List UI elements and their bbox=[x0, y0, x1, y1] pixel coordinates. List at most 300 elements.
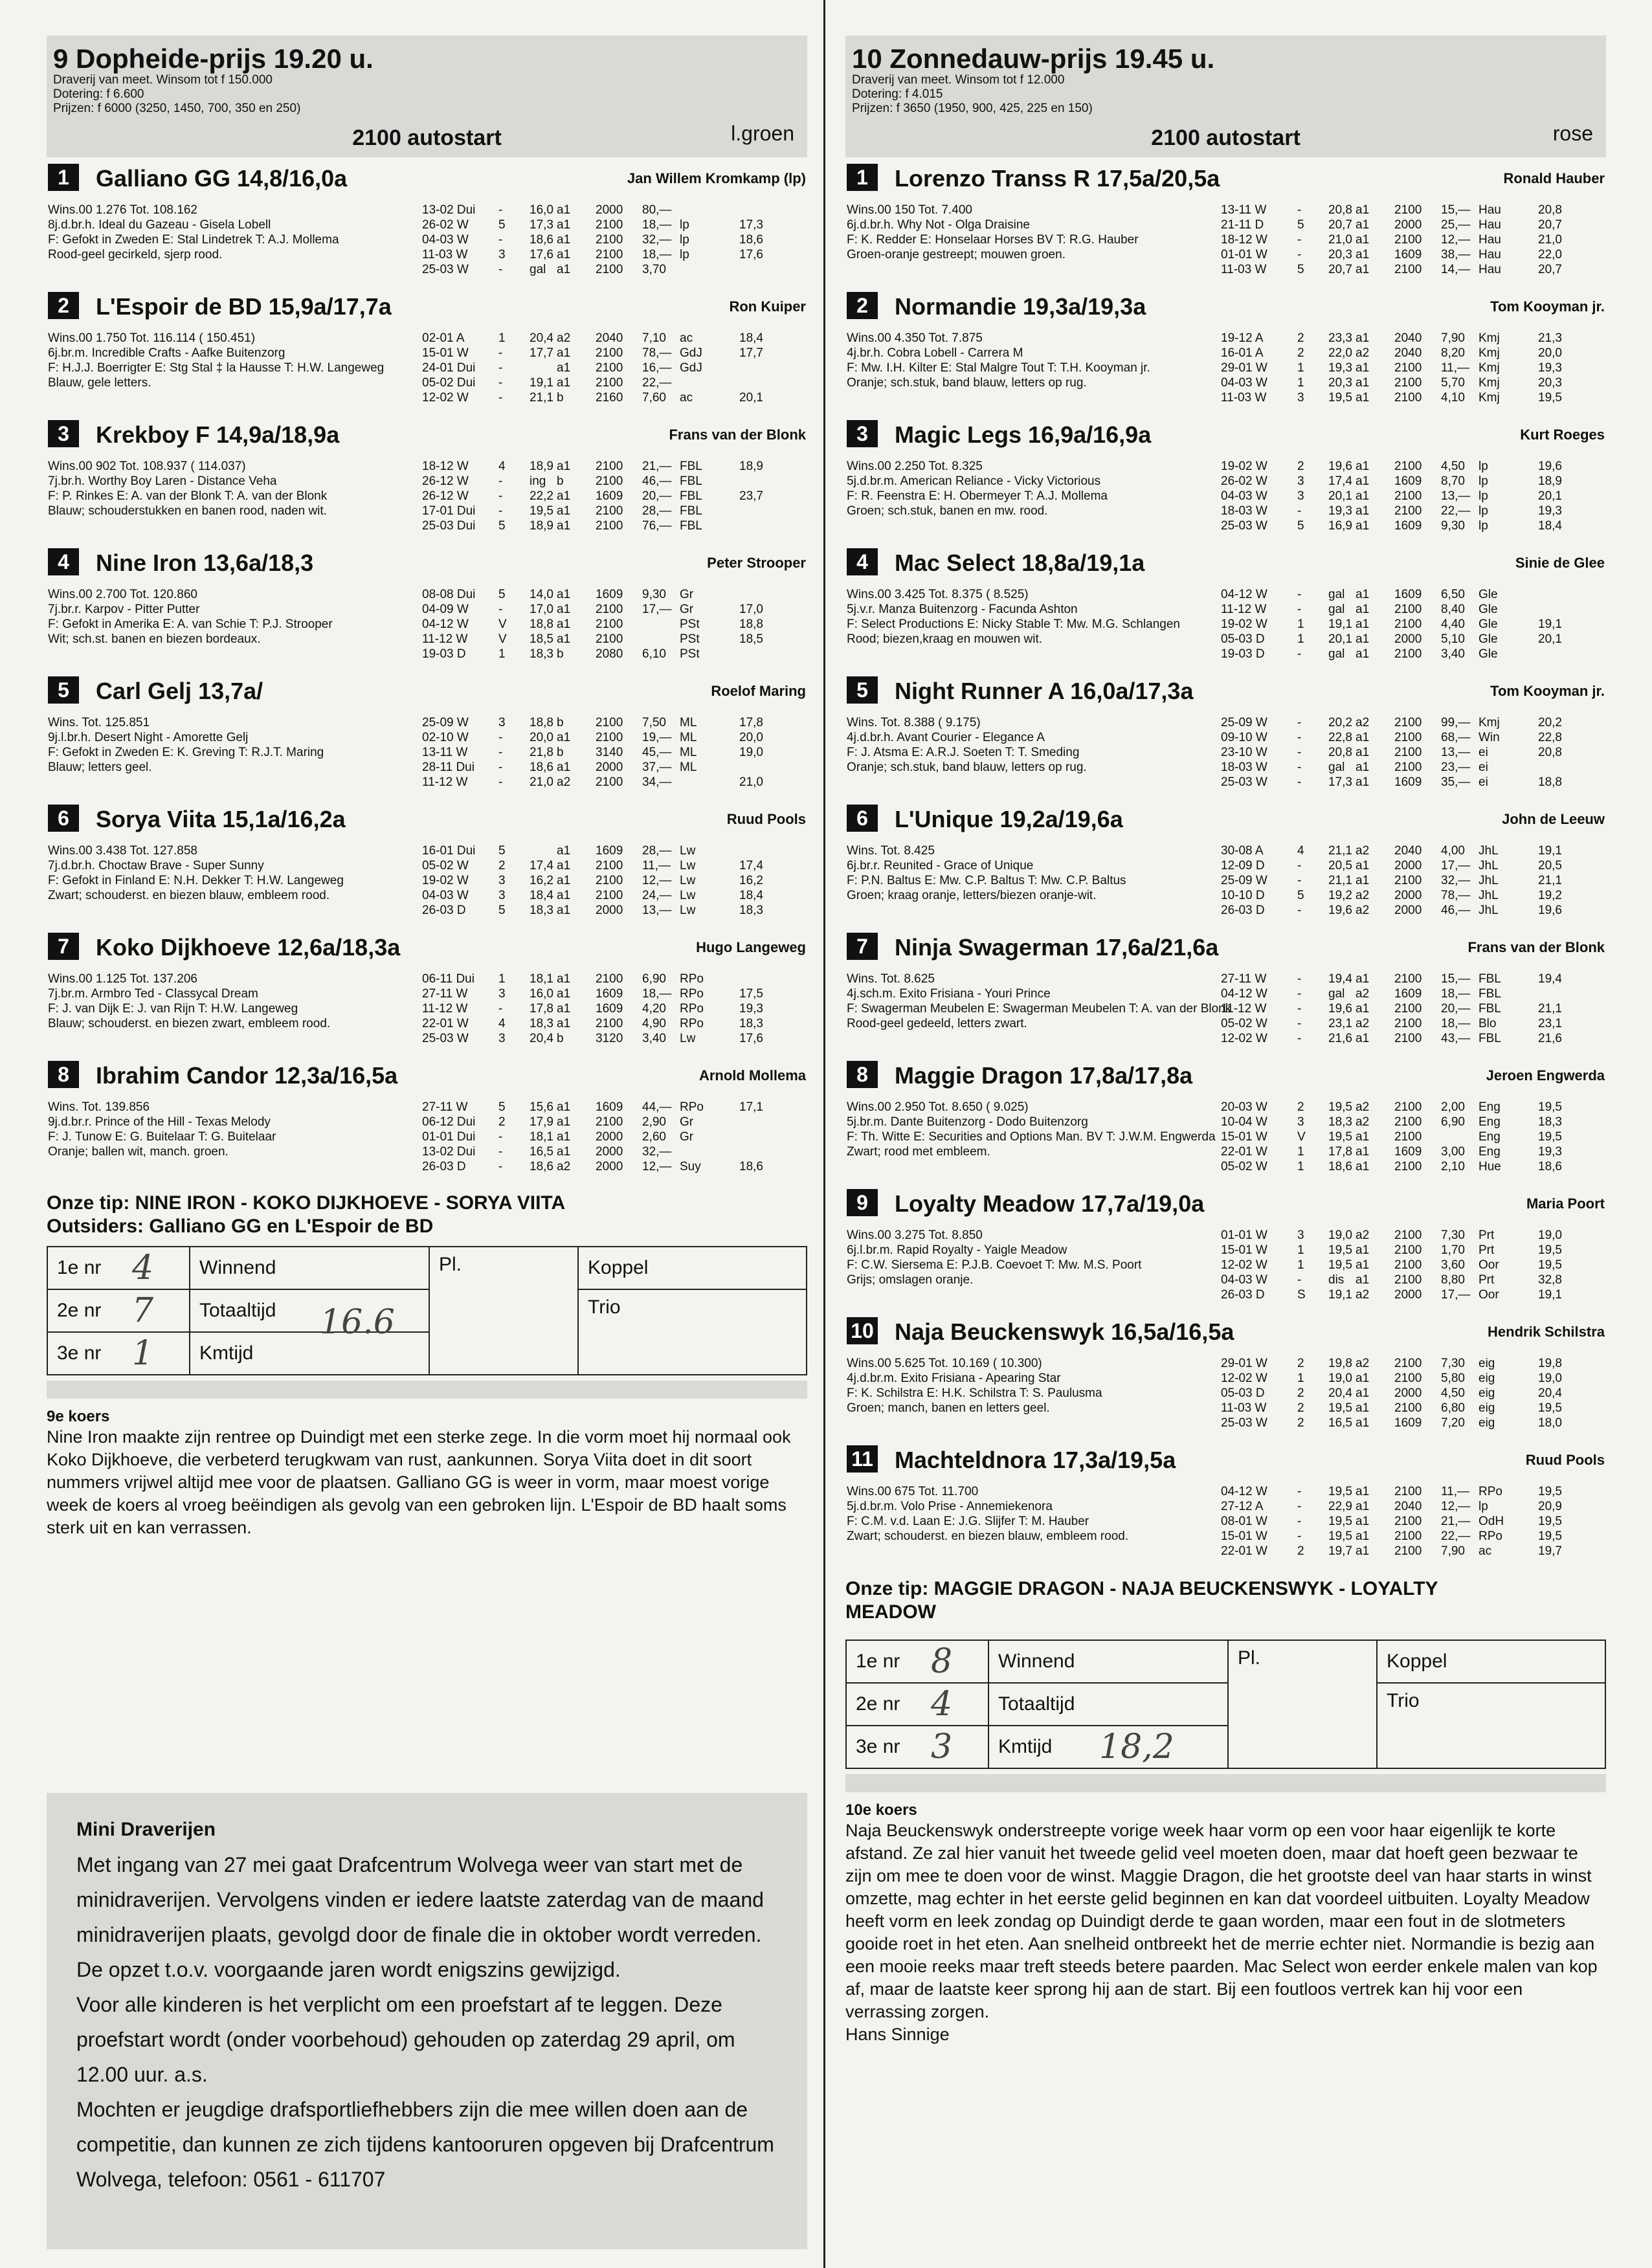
result-cell: 19,7 bbox=[1328, 1544, 1352, 1558]
result-cell: b bbox=[557, 647, 564, 661]
result-cell: 26-03 D bbox=[422, 1160, 466, 1173]
result-cell: 4 bbox=[498, 460, 506, 473]
result-cell: 2100 bbox=[1394, 1515, 1422, 1528]
result-cell: a2 bbox=[557, 1160, 571, 1173]
result-cell: Eng bbox=[1479, 1130, 1501, 1144]
result-cell: - bbox=[498, 1002, 503, 1016]
outsiders: Outsiders: Galliano GG en L'Espoir de BD bbox=[47, 1216, 434, 1237]
result-cell: b bbox=[557, 1032, 564, 1045]
result-row bbox=[1221, 217, 1606, 232]
result-cell: 19,5 bbox=[530, 504, 553, 518]
result-cell: - bbox=[1297, 1485, 1302, 1498]
result-cell: 25,— bbox=[1441, 218, 1471, 232]
result-cell: 17,— bbox=[1441, 859, 1471, 873]
result-cell: 04-03 W bbox=[422, 233, 469, 247]
result-cell: 04-12 W bbox=[1221, 1485, 1267, 1498]
result-cell: 2 bbox=[1297, 1386, 1304, 1400]
trio-label: Trio bbox=[588, 1296, 621, 1318]
result-cell: a1 bbox=[1356, 489, 1370, 503]
race-conditions: Draverij van meet. Winsom tot f 150.000 bbox=[53, 73, 273, 87]
result-cell: Blo bbox=[1479, 1017, 1497, 1030]
result-cell: - bbox=[498, 504, 503, 518]
result-cell: 19,7 bbox=[1538, 1544, 1562, 1558]
result-cell: a1 bbox=[557, 874, 571, 887]
result-cell: gal bbox=[1328, 761, 1345, 774]
result-cell: 20,1 bbox=[1538, 489, 1562, 503]
result-cell: 18,3 bbox=[1328, 1115, 1352, 1129]
results-table bbox=[422, 587, 807, 662]
result-cell: 26-03 D bbox=[1221, 1288, 1265, 1302]
result-cell: ML bbox=[680, 746, 697, 759]
result-cell: 25-09 W bbox=[422, 716, 469, 729]
result-row bbox=[422, 232, 807, 247]
result-cell: - bbox=[498, 1130, 503, 1144]
result-cell: 1609 bbox=[1394, 775, 1422, 789]
result-cell: 22,8 bbox=[1538, 731, 1562, 744]
horse-number: 11 bbox=[847, 1445, 878, 1473]
result-cell: - bbox=[1297, 233, 1302, 247]
result-row bbox=[1221, 1416, 1606, 1430]
result-cell: 20,8 bbox=[1538, 746, 1562, 759]
result-cell: 22,8 bbox=[1328, 731, 1352, 744]
result-cell: Lw bbox=[680, 874, 696, 887]
horse-driver: Kurt Roeges bbox=[1520, 427, 1605, 443]
result-cell: Oor bbox=[1479, 1258, 1499, 1272]
result-cell: 05-02 W bbox=[422, 859, 469, 873]
horse-entry bbox=[47, 805, 807, 926]
result-cell: 29-01 W bbox=[1221, 1357, 1267, 1370]
result-row bbox=[1221, 986, 1606, 1001]
result-cell: 19,5 bbox=[1538, 1485, 1562, 1498]
handwritten-second: 7 bbox=[132, 1291, 154, 1330]
horse-name: L'Unique 19,2a/19,6a bbox=[895, 806, 1123, 832]
horse-number: 4 bbox=[48, 548, 79, 575]
result-cell: 19,8 bbox=[1328, 1357, 1352, 1370]
result-cell: S bbox=[1297, 1288, 1306, 1302]
result-cell: 19,5 bbox=[1328, 1258, 1352, 1272]
horse-number: 3 bbox=[847, 420, 878, 447]
result-cell: - bbox=[1297, 248, 1302, 261]
result-cell: - bbox=[498, 233, 503, 247]
result-cell: 2100 bbox=[1394, 1160, 1422, 1173]
result-row bbox=[422, 1001, 807, 1016]
result-cell: a2 bbox=[1356, 346, 1370, 360]
horse-info-line: Wins.00 3.438 Tot. 127.858 bbox=[48, 844, 197, 858]
result-cell: 2 bbox=[1297, 1416, 1304, 1430]
horse-info-line: F: Th. Witte E: Securities and Options Man. BV T: J.W.M. Engwerda bbox=[847, 1130, 1216, 1144]
result-cell: 8,20 bbox=[1441, 346, 1465, 360]
result-cell: 11,— bbox=[1441, 361, 1470, 375]
result-cell: 21,0 bbox=[739, 775, 763, 789]
result-cell: 04-03 W bbox=[422, 889, 469, 902]
result-cell: FBL bbox=[680, 504, 702, 518]
result-cell: 26-03 D bbox=[422, 904, 466, 917]
horse-info-line: 9j.l.br.h. Desert Night - Amorette Gelj bbox=[48, 731, 249, 744]
result-cell: 10-10 D bbox=[1221, 889, 1265, 902]
result-cell: 1 bbox=[498, 331, 506, 345]
result-cell: 20,7 bbox=[1328, 263, 1352, 276]
result-cell: 11,— bbox=[1441, 1485, 1470, 1498]
result-cell: JhL bbox=[1479, 904, 1499, 917]
result-row bbox=[1221, 1499, 1606, 1514]
result-cell: 24-01 Dui bbox=[422, 361, 476, 375]
horse-driver: Maria Poort bbox=[1526, 1195, 1605, 1212]
result-cell: - bbox=[1297, 1500, 1302, 1513]
result-row bbox=[422, 489, 807, 504]
result-cell: 05-02 W bbox=[1221, 1017, 1267, 1030]
result-cell: 20,— bbox=[642, 489, 672, 503]
result-cell: 28,— bbox=[642, 844, 672, 858]
result-cell: 17,0 bbox=[530, 603, 553, 616]
result-cell: 5,80 bbox=[1441, 1372, 1465, 1385]
horse-info bbox=[847, 203, 1245, 262]
result-row bbox=[422, 972, 807, 986]
result-cell: ac bbox=[680, 391, 693, 405]
result-cell: 4,50 bbox=[1441, 1386, 1465, 1400]
result-cell: a1 bbox=[557, 972, 571, 986]
results-table bbox=[1221, 972, 1606, 1046]
result-row bbox=[422, 1129, 807, 1144]
result-cell: a1 bbox=[557, 233, 571, 247]
result-cell: a1 bbox=[1356, 1416, 1370, 1430]
result-cell: 11-03 W bbox=[1221, 1401, 1267, 1415]
result-cell: 18,5 bbox=[530, 632, 553, 646]
result-cell: OdH bbox=[1479, 1515, 1504, 1528]
result-cell: 80,— bbox=[642, 203, 672, 217]
results-table bbox=[1221, 843, 1606, 918]
horse-info-line: Rood; biezen,kraag en mouwen wit. bbox=[847, 632, 1043, 646]
result-cell: 2100 bbox=[1394, 504, 1422, 518]
result-cell: 23,1 bbox=[1538, 1017, 1562, 1030]
result-cell: 16,9 bbox=[1328, 519, 1352, 533]
result-cell: 15-01 W bbox=[422, 346, 469, 360]
result-cell: 4,90 bbox=[642, 1017, 666, 1030]
horse-driver: Roelof Maring bbox=[711, 683, 806, 699]
result-cell: 4,20 bbox=[642, 1002, 666, 1016]
result-cell: 7,20 bbox=[1441, 1416, 1465, 1430]
mini-paragraph-1: Met ingang van 27 mei gaat Drafcentrum Wolvega weer van start met de minidraverijen. Vervolgens vinden er iedere laatste zaterdag van de maand minidraverijen plaats, gevolgd door de finale die in oktober wordt verreden. De opzet t.o.v. voorgaande jaren wordt enigszins gewijzigd. bbox=[76, 1853, 764, 1981]
result-cell: 08-08 Dui bbox=[422, 588, 476, 601]
kmtijd-label: Kmtijd bbox=[998, 1736, 1053, 1757]
result-cell: a1 bbox=[1356, 248, 1370, 261]
result-cell: 32,— bbox=[642, 233, 672, 247]
horse-entry bbox=[845, 548, 1606, 670]
horse-entry bbox=[47, 420, 807, 542]
result-cell: 2100 bbox=[1394, 647, 1422, 661]
result-cell: 25-03 W bbox=[422, 263, 469, 276]
result-cell: 4,10 bbox=[1441, 391, 1465, 405]
result-cell: 7,50 bbox=[642, 716, 666, 729]
result-row bbox=[422, 745, 807, 760]
result-cell: Gr bbox=[680, 603, 694, 616]
horse-info-line: Wins.00 5.625 Tot. 10.169 ( 10.300) bbox=[847, 1357, 1042, 1370]
result-cell: 27-11 W bbox=[422, 1100, 468, 1114]
result-cell: Hau bbox=[1479, 263, 1501, 276]
result-cell: FBL bbox=[680, 460, 702, 473]
results-table bbox=[422, 715, 807, 790]
horse-name: Loyalty Meadow 17,7a/19,0a bbox=[895, 1190, 1205, 1217]
result-cell: 3,40 bbox=[642, 1032, 666, 1045]
preview-text: Naja Beuckenswyk onderstreepte vorige week haar vorm op een voor haar eigenlijk te korte afstand. Ze zal hier vanuit het tweede gelid veel moeten doen, maar dat hoeft geen bezwaar te zijn om mee te doen voor de winst. Maggie Dragon, die het grootste deel van haar starts in winst omzette, mag echter in het eerste gelid beginnen en kan dat voordeel uitbuiten. Loyalty Meadow heeft vorm en leek zondag op Duindigt derde te gaan worden, maar een fout in de slotmeters gooide roet in het eten. Aan snelheid ontbreekt het de merrie echter niet. Normandie is bezig aan een mooie reeks maar treft steeds betere paarden. Mac Select won eerder enkele malen van kop af, maar de laatste keer sprong hij aan de start. Bij een foutloos vertrek kan hij voor een verrassing zorgen. bbox=[845, 1821, 1598, 2021]
horse-info bbox=[48, 203, 446, 262]
result-cell: 22,— bbox=[1441, 504, 1471, 518]
result-cell: 5 bbox=[498, 1100, 506, 1114]
result-cell: 11-03 W bbox=[422, 248, 468, 261]
result-cell: 3 bbox=[1297, 489, 1304, 503]
result-cell: 05-02 W bbox=[1221, 1160, 1267, 1173]
result-cell: 3 bbox=[1297, 391, 1304, 405]
result-cell: 17,— bbox=[642, 603, 672, 616]
result-cell: - bbox=[498, 361, 503, 375]
horse-info-line: Zwart; rood met embleem. bbox=[847, 1145, 990, 1159]
results-table bbox=[422, 843, 807, 918]
result-cell: 20,9 bbox=[1538, 1500, 1562, 1513]
result-row bbox=[422, 1115, 807, 1129]
horse-header bbox=[47, 676, 807, 705]
result-cell: RPo bbox=[680, 987, 704, 1001]
result-cell: lp bbox=[1479, 474, 1488, 488]
result-cell: 3 bbox=[498, 874, 506, 887]
horse-info bbox=[847, 715, 1245, 775]
result-cell: 19-02 W bbox=[1221, 617, 1267, 631]
horse-info bbox=[847, 587, 1245, 647]
result-cell: 19,0 bbox=[1538, 1228, 1562, 1242]
result-cell: a2 bbox=[1356, 1017, 1370, 1030]
result-cell: 2100 bbox=[1394, 233, 1422, 247]
result-cell: 2 bbox=[1297, 1357, 1304, 1370]
result-cell: a1 bbox=[557, 489, 571, 503]
tip: Onze tip: NINE IRON - KOKO DIJKHOEVE - SORYA VIITA bbox=[47, 1192, 566, 1214]
result-cell: 2000 bbox=[1394, 904, 1422, 917]
result-cell: - bbox=[1297, 716, 1302, 729]
horse-name: L'Espoir de BD 15,9a/17,7a bbox=[96, 293, 392, 320]
result-cell: 21,0 bbox=[1328, 233, 1352, 247]
results-table bbox=[1221, 1228, 1606, 1302]
result-row bbox=[1221, 1386, 1606, 1401]
result-row bbox=[1221, 1514, 1606, 1529]
result-cell: 25-09 W bbox=[1221, 716, 1267, 729]
result-cell: 2100 bbox=[596, 632, 623, 646]
horse-info-line: Groen-oranje gestreept; mouwen groen. bbox=[847, 248, 1066, 261]
result-row bbox=[422, 1031, 807, 1046]
result-cell: 5 bbox=[1297, 889, 1304, 902]
result-cell: 20,3 bbox=[1328, 376, 1352, 390]
result-cell: a1 bbox=[1356, 1032, 1370, 1045]
result-cell: 15-01 W bbox=[1221, 1130, 1267, 1144]
horse-info-line: F: R. Feenstra E: H. Obermeyer T: A.J. Mollema bbox=[847, 489, 1108, 503]
result-cell: a1 bbox=[1356, 1002, 1370, 1016]
horse-name: Carl Gelj 13,7a/ bbox=[96, 678, 263, 704]
result-cell: 24,— bbox=[642, 889, 672, 902]
result-cell: 1 bbox=[1297, 1372, 1304, 1385]
result-cell: Suy bbox=[680, 1160, 701, 1173]
result-cell: gal bbox=[1328, 588, 1345, 601]
horse-name: Krekboy F 14,9a/18,9a bbox=[96, 421, 340, 448]
result-cell: - bbox=[1297, 746, 1302, 759]
result-cell: 18,9 bbox=[530, 519, 553, 533]
result-cell: 43,— bbox=[1441, 1032, 1471, 1045]
result-cell: 2100 bbox=[1394, 1100, 1422, 1114]
result-cell: 5 bbox=[1297, 218, 1304, 232]
result-cell: 19,5 bbox=[1538, 391, 1562, 405]
horse-number: 3 bbox=[48, 420, 79, 447]
horse-header bbox=[845, 164, 1606, 192]
result-cell: 25-03 W bbox=[422, 1032, 469, 1045]
horse-name: Ninja Swagerman 17,6a/21,6a bbox=[895, 934, 1219, 961]
result-cell: 2100 bbox=[1394, 1017, 1422, 1030]
result-cell: ing bbox=[530, 474, 546, 488]
result-cell: PSt bbox=[680, 617, 700, 631]
result-cell: V bbox=[1297, 1130, 1306, 1144]
result-cell: 18,3 bbox=[530, 1017, 553, 1030]
result-cell: - bbox=[498, 489, 503, 503]
result-cell: 2100 bbox=[596, 716, 623, 729]
result-cell: 2 bbox=[1297, 1544, 1304, 1558]
result-cell: 3,70 bbox=[642, 263, 666, 276]
result-cell: eig bbox=[1479, 1357, 1495, 1370]
result-cell: 3120 bbox=[596, 1032, 623, 1045]
result-cell: 01-01 Dui bbox=[422, 1130, 476, 1144]
result-cell: a1 bbox=[1356, 1386, 1370, 1400]
result-cell: gal bbox=[530, 263, 546, 276]
result-cell: 21,1 bbox=[1328, 844, 1352, 858]
result-cell: 20,7 bbox=[1328, 218, 1352, 232]
trio-label: Trio bbox=[1387, 1690, 1420, 1711]
horse-info-line: Wins. Tot. 8.625 bbox=[847, 972, 935, 986]
result-cell: 2100 bbox=[1394, 1544, 1422, 1558]
result-cell: a1 bbox=[557, 617, 571, 631]
race-dotering: Dotering: f 6.600 bbox=[53, 87, 144, 101]
horse-number: 5 bbox=[847, 676, 878, 704]
results-table bbox=[1221, 203, 1606, 277]
horse-info-line: Wins.00 2.700 Tot. 120.860 bbox=[48, 588, 197, 601]
result-cell: 17,3 bbox=[1328, 775, 1352, 789]
result-cell: a1 bbox=[1356, 746, 1370, 759]
horse-info-line: 6j.l.br.m. Rapid Royalty - Yaigle Meadow bbox=[847, 1243, 1067, 1257]
race-dotering: Dotering: f 4.015 bbox=[852, 87, 943, 101]
horse-info bbox=[847, 1356, 1245, 1416]
result-cell: 2000 bbox=[596, 203, 623, 217]
result-cell: 1609 bbox=[596, 1100, 623, 1114]
result-cell: a1 bbox=[1356, 361, 1370, 375]
result-cell: 1 bbox=[1297, 1258, 1304, 1272]
result-cell: 30-08 A bbox=[1221, 844, 1264, 858]
result-cell: 2 bbox=[1297, 331, 1304, 345]
result-cell: 25-03 Dui bbox=[422, 519, 476, 533]
result-cell: - bbox=[498, 1160, 503, 1173]
result-row bbox=[422, 361, 807, 375]
result-cell: a2 bbox=[1356, 889, 1370, 902]
horse-number: 1 bbox=[847, 164, 878, 191]
result-cell: Hue bbox=[1479, 1160, 1501, 1173]
result-cell: 21,— bbox=[1441, 1515, 1471, 1528]
pl-label: Pl. bbox=[439, 1254, 462, 1275]
result-row bbox=[1221, 745, 1606, 760]
result-cell: 2100 bbox=[596, 775, 623, 789]
result-cell: 13,— bbox=[642, 904, 672, 917]
result-cell: a1 bbox=[557, 1100, 571, 1114]
result-cell: 19-03 D bbox=[422, 647, 466, 661]
result-cell: 16,— bbox=[642, 361, 672, 375]
result-cell: 1,70 bbox=[1441, 1243, 1465, 1257]
result-cell: a2 bbox=[1356, 1228, 1370, 1242]
result-cell: 6,80 bbox=[1441, 1401, 1465, 1415]
result-cell: 27-12 A bbox=[1221, 1500, 1264, 1513]
result-row bbox=[422, 331, 807, 346]
result-cell: 32,— bbox=[642, 1145, 672, 1159]
horse-info-line: F: H.J.J. Boerrigter E: Stg Stal ‡ la Hausse T: H.W. Langeweg bbox=[48, 361, 385, 375]
horse-info-line: Wins. Tot. 8.388 ( 9.175) bbox=[847, 716, 981, 729]
result-cell: a2 bbox=[557, 331, 571, 345]
mini-draverijen-box bbox=[47, 1793, 807, 2249]
horse-header bbox=[845, 292, 1606, 320]
result-cell: 19,3 bbox=[1538, 1145, 1562, 1159]
result-row bbox=[422, 858, 807, 873]
result-cell: - bbox=[498, 761, 503, 774]
result-cell: 19,1 bbox=[1538, 617, 1562, 631]
result-row bbox=[422, 617, 807, 632]
horse-info-line: F: P.N. Baltus E: Mw. C.P. Baltus T: Mw. C.P. Baltus bbox=[847, 874, 1126, 887]
result-cell: 05-03 D bbox=[1221, 632, 1265, 646]
result-cell: 15-01 W bbox=[1221, 1243, 1267, 1257]
result-row bbox=[1221, 873, 1606, 888]
result-cell: 21,6 bbox=[1328, 1032, 1352, 1045]
result-cell: 2100 bbox=[596, 731, 623, 744]
race-prizes: Prijzen: f 3650 (1950, 900, 425, 225 en 150) bbox=[852, 102, 1093, 115]
result-cell: a1 bbox=[1356, 1145, 1370, 1159]
result-cell: a1 bbox=[557, 460, 571, 473]
result-cell: 26-12 W bbox=[422, 489, 469, 503]
result-cell: 19-12 A bbox=[1221, 331, 1264, 345]
result-cell: 2 bbox=[498, 1115, 506, 1129]
horse-name: Naja Beuckenswyk 16,5a/16,5a bbox=[895, 1318, 1234, 1345]
horse-info-line: F: C.M. v.d. Laan E: J.G. Slijfer T: M. Hauber bbox=[847, 1515, 1089, 1528]
result-cell: lp bbox=[1479, 460, 1488, 473]
result-cell: 2,90 bbox=[642, 1115, 666, 1129]
result-cell: 18,4 bbox=[1538, 519, 1562, 533]
result-cell: 7,30 bbox=[1441, 1228, 1465, 1242]
result-cell: a1 bbox=[1356, 1258, 1370, 1272]
horse-info bbox=[48, 331, 446, 390]
result-cell: 2100 bbox=[1394, 391, 1422, 405]
koppel-label: Koppel bbox=[588, 1257, 649, 1278]
result-cell: 2100 bbox=[596, 874, 623, 887]
result-cell: a1 bbox=[1356, 603, 1370, 616]
column-divider bbox=[823, 0, 825, 2268]
result-cell: 18,9 bbox=[1538, 474, 1562, 488]
horse-driver: Frans van der Blonk bbox=[669, 427, 806, 443]
horse-header bbox=[845, 1445, 1606, 1474]
result-cell: 19,5 bbox=[1538, 1100, 1562, 1114]
result-cell: RPo bbox=[1479, 1529, 1502, 1543]
horse-entry bbox=[845, 1317, 1606, 1439]
result-cell: 20,5 bbox=[1328, 859, 1352, 873]
result-cell: PSt bbox=[680, 647, 700, 661]
result-cell: b bbox=[557, 474, 564, 488]
result-cell: 02-01 A bbox=[422, 331, 465, 345]
results-table bbox=[1221, 587, 1606, 662]
result-cell: Lw bbox=[680, 1032, 696, 1045]
result-cell: 2100 bbox=[1394, 1273, 1422, 1287]
result-cell: 11-12 W bbox=[1221, 1002, 1267, 1016]
horse-name: Sorya Viita 15,1a/16,2a bbox=[96, 806, 346, 832]
horse-name: Koko Dijkhoeve 12,6a/18,3a bbox=[96, 934, 401, 961]
result-cell: 7,30 bbox=[1441, 1357, 1465, 1370]
result-cell: 19,6 bbox=[1538, 904, 1562, 917]
horse-header bbox=[845, 1317, 1606, 1346]
result-cell: 2 bbox=[1297, 460, 1304, 473]
result-cell: 19,5 bbox=[1328, 391, 1352, 405]
